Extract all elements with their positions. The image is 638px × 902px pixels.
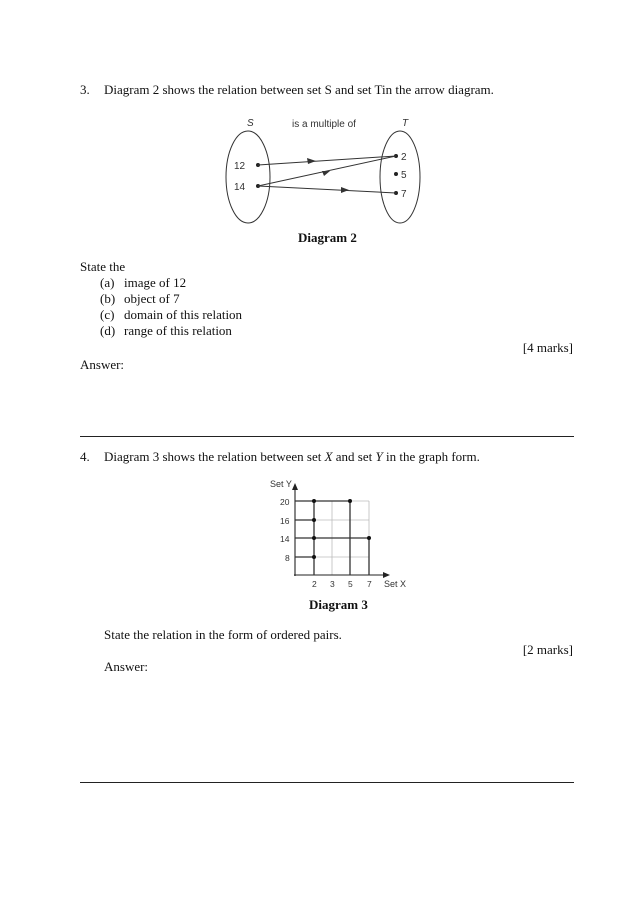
part-c-text: domain of this relation [124,307,243,322]
set-s-ellipse [226,131,270,223]
relation-label: is a multiple of [292,119,356,130]
part-d-text: range of this relation [124,323,232,338]
part-b-label: (b) [100,291,116,306]
bottom-divider [80,782,574,783]
x-tick-7: 7 [367,579,372,589]
arrowhead-14-to-2 [322,171,330,176]
arrowhead-12-to-2 [307,158,316,164]
relation-arrows [258,156,396,193]
part-a-label: (a) [100,275,115,290]
arrowhead-14-to-7 [341,187,349,193]
x-tick-5: 5 [348,579,353,589]
point-7-14 [367,536,371,540]
section-divider [80,436,574,437]
t-element-2: 2 [401,152,407,163]
question-4-marks: [2 marks] [522,642,573,657]
point-2-16 [312,518,316,522]
question-4-answer-label: Answer: [104,659,149,674]
set-t-label: T [402,118,409,129]
x-axis-label: Set X [384,579,407,589]
point-5-20 [348,499,352,503]
point-2-14 [312,536,316,540]
arrow-14-to-7 [258,186,396,193]
question-4-prompt: Diagram 3 shows the relation between set X and set Y in the graph form. [104,449,480,464]
question-3-number: 3. [80,82,90,97]
question-4-number: 4. [80,449,90,464]
question-4-instruction: State the relation in the form of ordered pairs. [104,627,342,642]
diagram-2-caption: Diagram 2 [298,230,357,245]
diagram-3-caption: Diagram 3 [309,597,368,612]
arrow-heads [307,158,349,193]
question-3-answer-label: Answer: [80,357,125,372]
t-dot-5 [394,172,398,176]
point-2-8 [312,555,316,559]
part-b-text: object of 7 [124,291,180,306]
question-3-marks: [4 marks] [522,340,573,355]
state-the-label: State the [80,259,126,274]
set-s-label: S [247,118,254,129]
point-2-20 [312,499,316,503]
y-tick-14: 14 [280,534,290,544]
question-3-prompt: Diagram 2 shows the relation between set S and set Tin the arrow diagram. [104,82,494,97]
t-element-5: 5 [401,170,407,181]
x-tick-3: 3 [330,579,335,589]
y-tick-20: 20 [280,497,290,507]
set-t-ellipse [380,131,420,223]
y-axis-label: Set Y [270,479,292,489]
y-tick-16: 16 [280,516,290,526]
x-axis-arrow [383,572,390,578]
x-tick-2: 2 [312,579,317,589]
s-element-14: 14 [234,182,246,193]
part-a-text: image of 12 [124,275,187,290]
relation-graph [262,474,422,594]
arrow-diagram [222,112,422,234]
part-d-label: (d) [100,323,116,338]
y-tick-8: 8 [285,553,290,563]
y-axis-arrow [292,483,298,490]
part-c-label: (c) [100,307,115,322]
s-element-12: 12 [234,161,246,172]
ordered-pair-points [312,499,371,559]
t-element-7: 7 [401,189,407,200]
